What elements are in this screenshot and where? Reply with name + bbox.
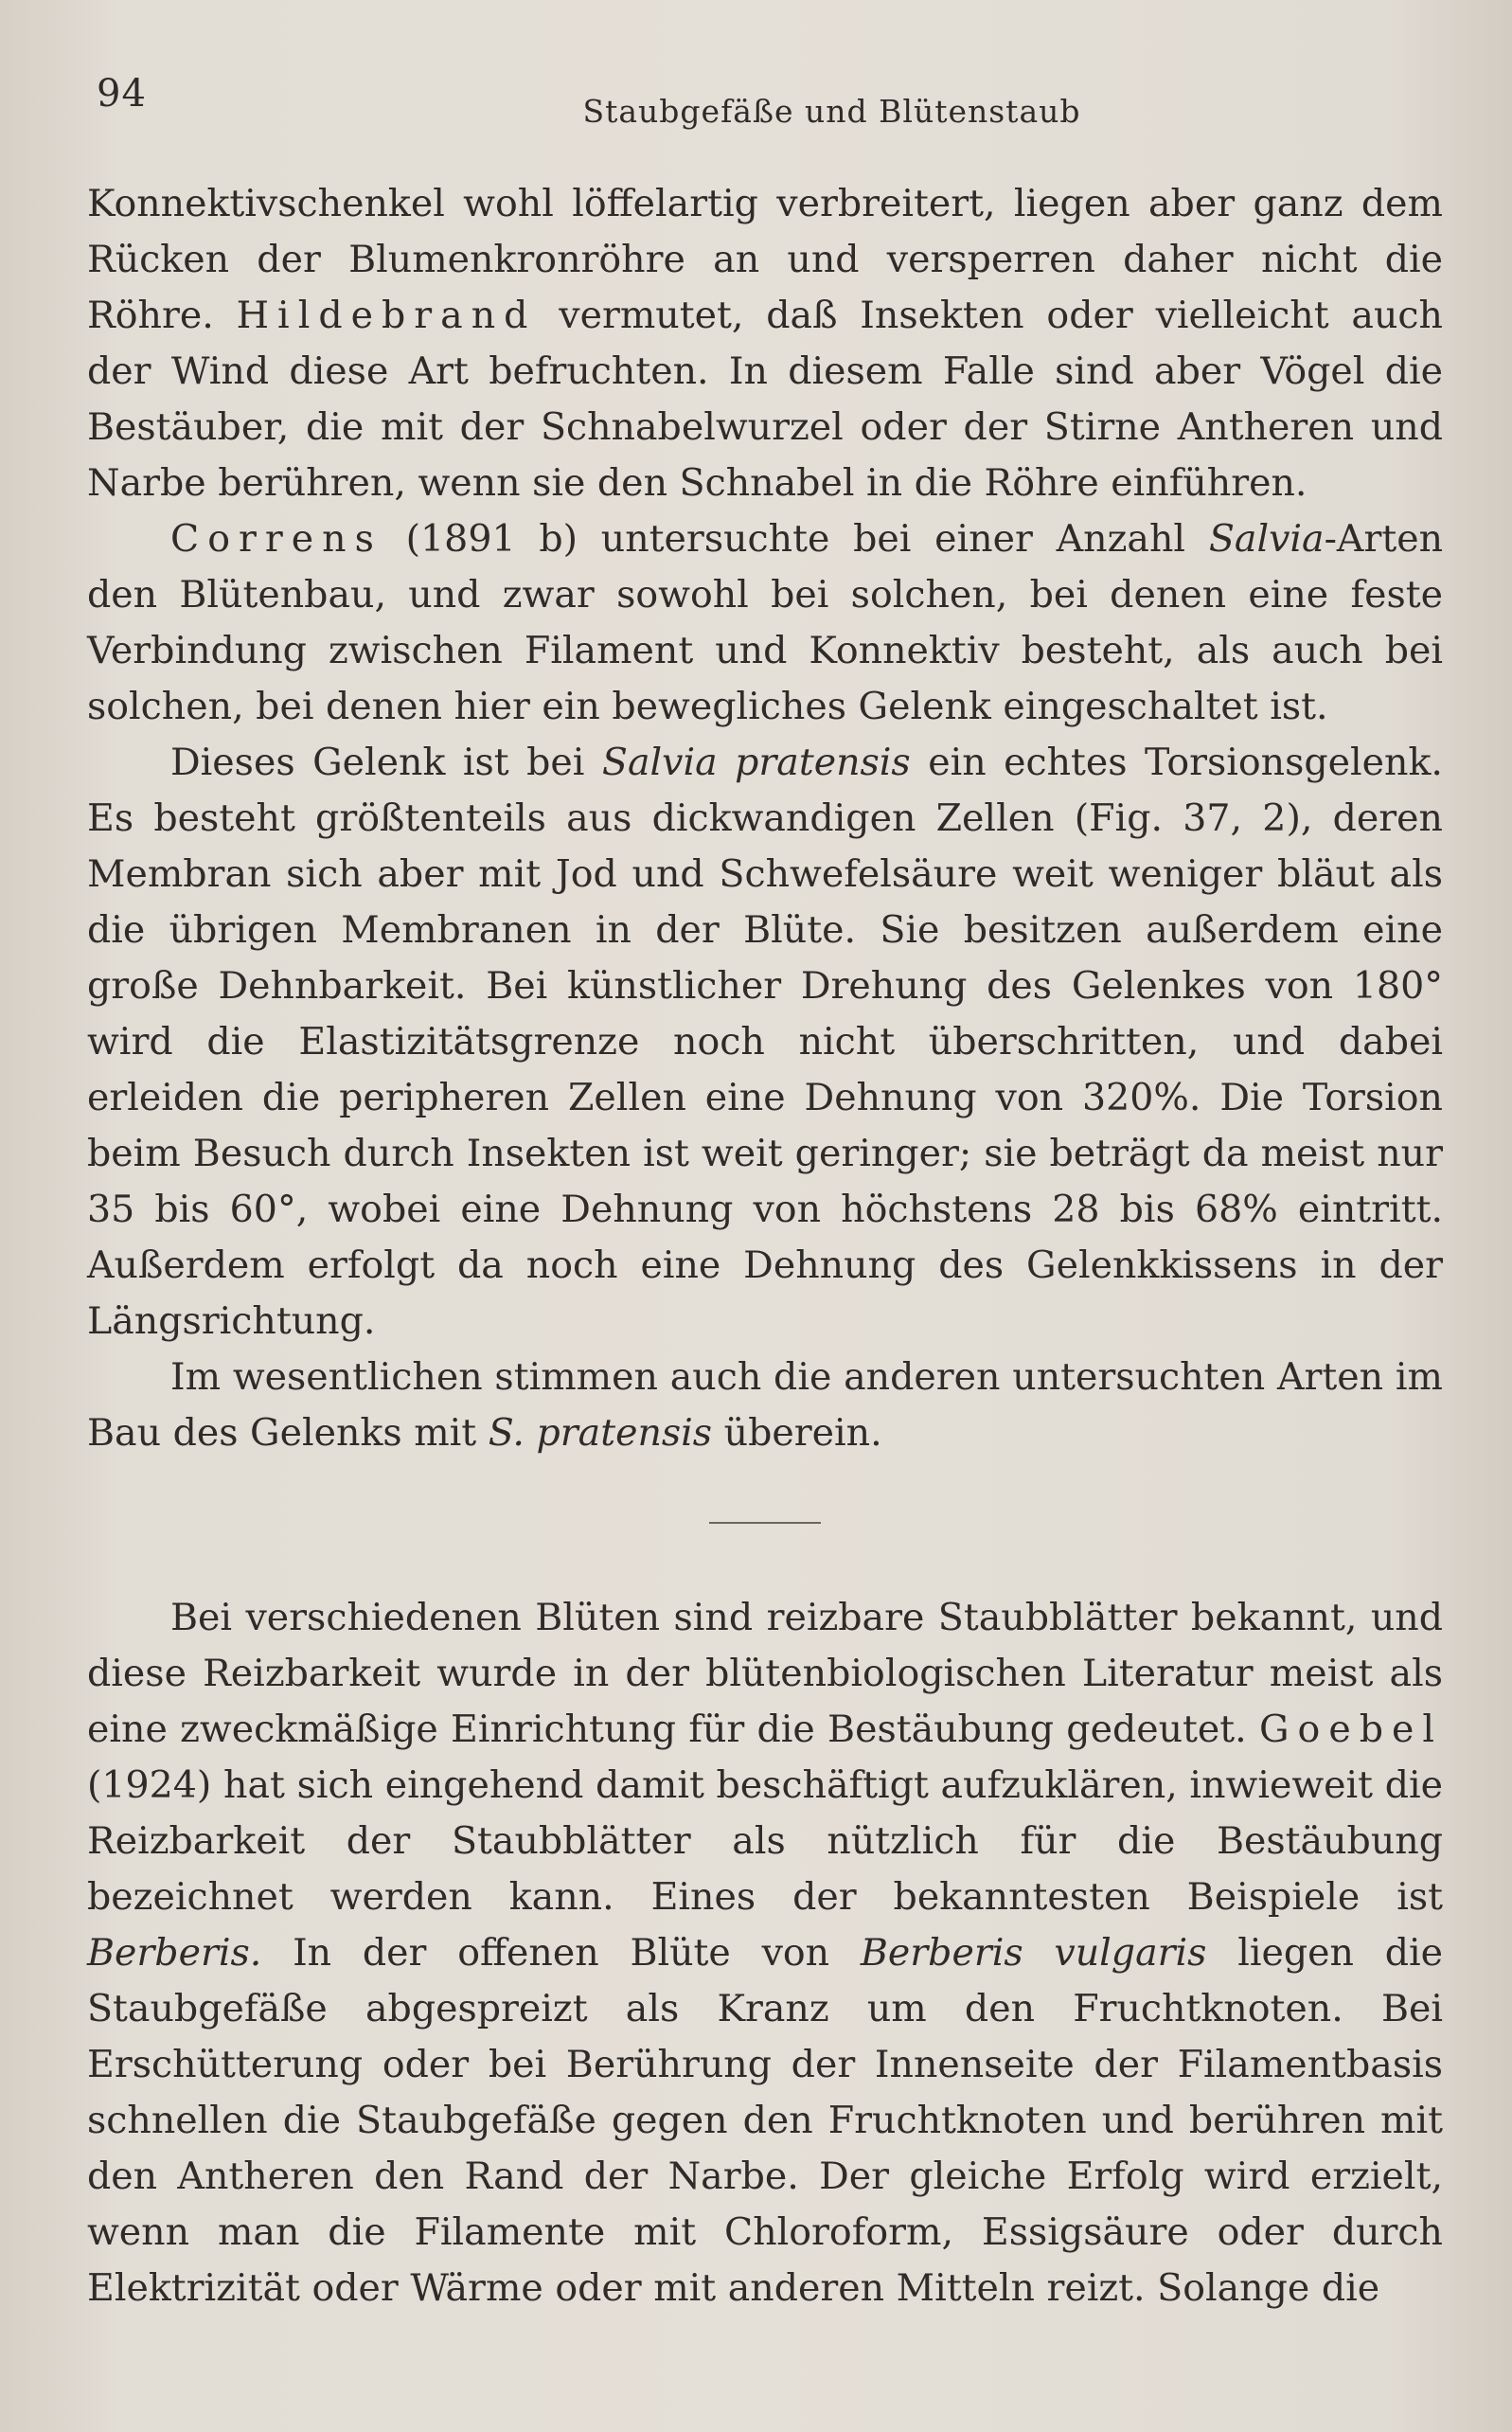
paragraph-5-text-a: Bei verschiedenen Blüten sind reizbare Staubblätter bekannt, und diese Reizbarkeit wurde in der blütenbiologischen Literatur meist als eine zweckmäßige Einrichtung für die Bestäubung gedeutet. (87, 1596, 1443, 1751)
taxon-s-pratensis: S. pratensis (488, 1411, 713, 1455)
paragraph-2 (87, 511, 1443, 735)
paragraph-4-text-a: Im wesentlichen stimmen auch die anderen untersuchten Arten im Bau des Gelenks mit (87, 1355, 1443, 1455)
paragraph-3 (87, 735, 1443, 1350)
taxon-salvia-pratensis: Salvia pratensis (601, 741, 911, 784)
paragraph-5-text-b: (1924) hat sich eingehend damit beschäftigt aufzuklären, inwieweit die Reizbarkeit der Staubblätter als nützlich für die Bestäubung bezeichnet werden kann. Eines der bekanntesten Beispiele ist (87, 1763, 1443, 1919)
paragraph-2-text-b: -Arten den Blütenbau, und zwar sowohl bei solchen, bei denen eine feste Verbindung zwischen Filament und Konnektiv besteht, als auch bei solchen, bei denen hier ein bewegliches Gelenk eingeschaltet ist. (87, 517, 1444, 728)
body-text (87, 176, 1443, 2316)
paragraph-1 (87, 176, 1443, 511)
paragraph-3-text-a: Dieses Gelenk ist bei (170, 741, 585, 784)
author-name-goebel: Goebel (1258, 1708, 1443, 1751)
paragraph-5 (87, 1590, 1443, 2316)
page-number: 94 (97, 72, 147, 116)
author-name-correns: Correns (170, 517, 382, 561)
section-separator (709, 1522, 821, 1524)
paragraph-5-text-d: liegen die Staubgefäße abgespreizt als Kranz um den Fruchtknoten. Bei Erschütterung oder bei Berührung der Innenseite der Filamentbasis schnellen die Staubgefäße gegen den Fruchtknoten und berühren mit den Antheren den Rand der Narbe. Der gleiche Erfolg wird erzielt, wenn man die Filamente mit Chloroform, Essigsäure oder durch Elektrizität oder Wärme oder mit anderen Mitteln reizt. Solange die (87, 1931, 1443, 2310)
paragraph-1-text-b: vermutet, daß Insekten oder vielleicht auch der Wind diese Art befruchten. In diesem Falle sind aber Vögel die Bestäuber, die mit der Schnabelwurzel oder der Stirne Antheren und Narbe berühren, wenn sie den Schnabel in die Röhre einführen. (87, 294, 1443, 505)
paragraph-4 (87, 1350, 1443, 1461)
author-name-hildebrand: Hildebrand (236, 294, 537, 337)
taxon-salvia: Salvia (1208, 517, 1325, 561)
taxon-berberis-vulgaris: Berberis vulgaris (860, 1931, 1207, 1975)
paragraph-4-text-b: überein. (723, 1411, 882, 1455)
taxon-berberis: Berberis. (87, 1931, 262, 1975)
running-head: Staubgefäße und Blütenstaub (582, 93, 1081, 130)
paragraph-5-text-c: In der offenen Blüte von (293, 1931, 830, 1975)
paragraph-3-text-b: ein echtes Torsionsgelenk. Es besteht größtenteils aus dickwandigen Zellen (Fig. 37, 2), deren Membran sich aber mit Jod und Schwefelsäure weit weniger bläut als die übrigen Membranen in der Blüte. Sie besitzen außerdem eine große Dehnbarkeit. Bei künstlicher Drehung des Gelenkes von 180° wird die Elastizitätsgrenze noch nicht überschritten, und dabei erleiden die peripheren Zellen eine Dehnung von 320%. Die Torsion beim Besuch durch Insekten ist weit geringer; sie beträgt da meist nur 35 bis 60°, wobei eine Dehnung von höchstens 28 bis 68% eintritt. Außerdem erfolgt da noch eine Dehnung des Gelenkkissens in der Längsrichtung. (87, 741, 1443, 1343)
paragraph-2-text-a: (1891 b) untersuchte bei einer Anzahl (405, 517, 1186, 561)
paragraph-1-text-a: Konnektivschenkel wohl löffelartig verbreitert, liegen aber ganz dem Rücken der Blumenkronröhre an und versperren daher nicht die Röhre. (87, 182, 1443, 337)
